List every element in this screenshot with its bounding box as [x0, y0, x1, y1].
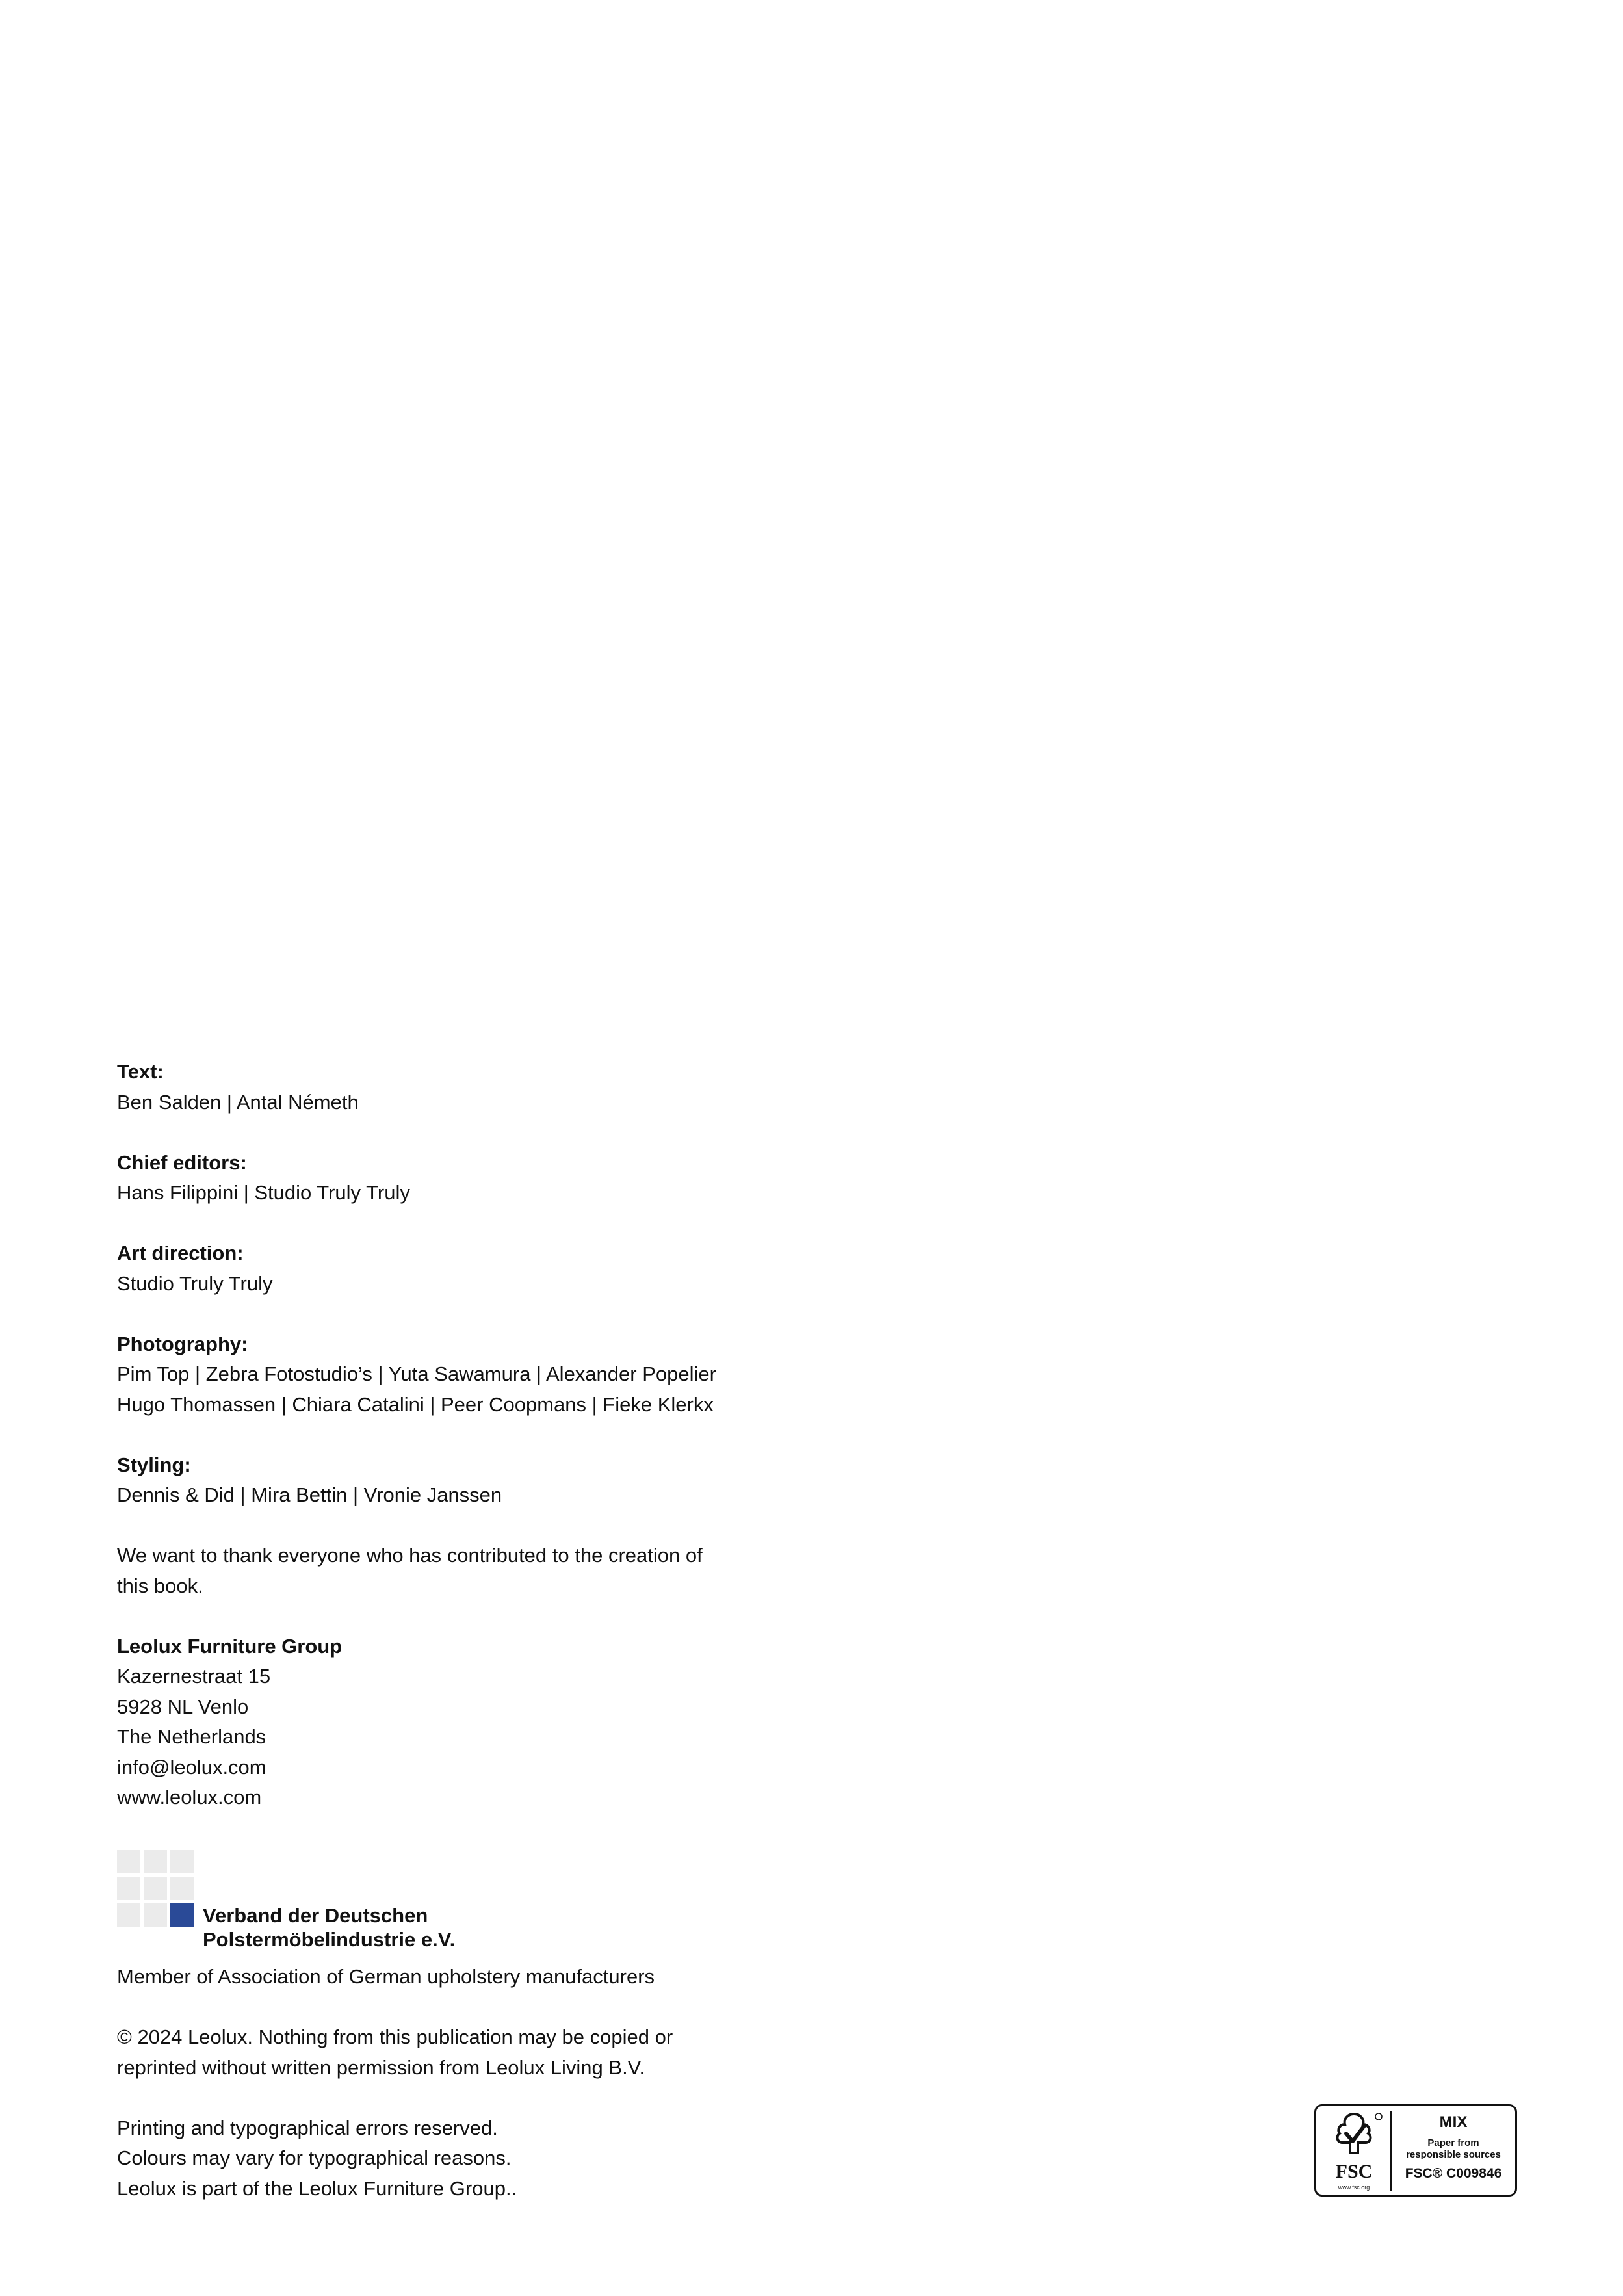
grid-cell [117, 1903, 140, 1927]
member-text: Member of Association of German upholstery manufacturers [117, 1965, 655, 1988]
copyright-line: © 2024 Leolux. Nothing from this publication may be copied or [117, 2026, 673, 2048]
fsc-label [1314, 2104, 1517, 2197]
disclaimer-line: Printing and typographical errors reserved. [117, 2116, 498, 2139]
legal-section [117, 1962, 767, 2234]
grid-cell [144, 1877, 167, 1900]
grid-cell [144, 1903, 167, 1927]
credit-label: Chief editors: [117, 1151, 247, 1174]
copyright-paragraph [117, 2022, 767, 2083]
company-website-link[interactable]: www.leolux.com [117, 1786, 262, 1808]
thanks-line: We want to thank everyone who has contributed to the creation of [117, 1544, 703, 1567]
grid-cell [117, 1877, 140, 1900]
credits-section [117, 1057, 767, 1843]
disclaimer-line: Leolux is part of the Leolux Furniture Group.. [117, 2176, 517, 2200]
company-city: 5928 NL Venlo [117, 1695, 249, 1718]
company-country: The Netherlands [117, 1725, 266, 1748]
fsc-paper [1393, 2137, 1514, 2161]
fsc-url: www.fsc.org [1338, 2184, 1370, 2191]
grid-cell [144, 1850, 167, 1873]
verband-line: Verband der Deutschen [203, 1904, 428, 1927]
verband-name [203, 1903, 455, 1951]
disclaimer-paragraph [117, 2113, 767, 2204]
fsc-logo [1321, 2110, 1386, 2193]
member-paragraph [117, 1962, 767, 1992]
grid-cell-accent [170, 1903, 194, 1927]
fsc-license-code: FSC® C009846 [1405, 2166, 1502, 2181]
credit-text [117, 1057, 767, 1117]
thanks-paragraph [117, 1541, 767, 1601]
credit-label: Styling: [117, 1453, 191, 1476]
credit-art-direction [117, 1238, 767, 1299]
thanks-line: this book. [117, 1574, 203, 1597]
fsc-paper-line: responsible sources [1406, 2149, 1501, 2160]
credit-value: Hugo Thomassen | Chiara Catalini | Peer Coopmans | Fieke Klerkx [117, 1392, 714, 1416]
credit-label: Photography: [117, 1332, 248, 1355]
company-address [117, 1632, 767, 1813]
company-name: Leolux Furniture Group [117, 1634, 343, 1658]
verband-line: Polstermöbelindustrie e.V. [203, 1928, 456, 1951]
fsc-tree-checkmark-icon [1321, 2110, 1386, 2162]
fsc-mix: MIX [1439, 2113, 1468, 2131]
grid-cell [170, 1877, 194, 1900]
credit-label: Art direction: [117, 1242, 244, 1264]
fsc-info [1393, 2113, 1514, 2183]
credit-value: Studio Truly Truly [117, 1272, 273, 1295]
company-street: Kazernestraat 15 [117, 1665, 271, 1688]
credit-photography [117, 1329, 767, 1420]
grid-cell [170, 1850, 194, 1873]
credit-value: Pim Top | Zebra Fotostudio’s | Yuta Sawamura | Alexander Popelier [117, 1363, 716, 1385]
verband-grid-icon [117, 1850, 194, 1927]
verband-logo [117, 1850, 507, 1954]
credit-label: Text: [117, 1060, 164, 1083]
fsc-paper-line: Paper from [1427, 2137, 1479, 2148]
credit-styling [117, 1450, 767, 1511]
credit-value: Dennis & Did | Mira Bettin | Vronie Janssen [117, 1483, 502, 1506]
disclaimer-line: Colours may vary for typographical reasons. [117, 2146, 512, 2169]
credit-chief-editors [117, 1148, 767, 1208]
fsc-word: FSC [1335, 2161, 1373, 2182]
grid-cell [117, 1850, 140, 1873]
credit-value: Ben Salden | Antal Németh [117, 1090, 359, 1114]
company-email-link[interactable]: info@leolux.com [117, 1755, 266, 1779]
copyright-line: reprinted without written permission from Leolux Living B.V. [117, 2055, 645, 2079]
credit-value: Hans Filippini | Studio Truly Truly [117, 1181, 410, 1204]
fsc-divider [1390, 2111, 1392, 2191]
